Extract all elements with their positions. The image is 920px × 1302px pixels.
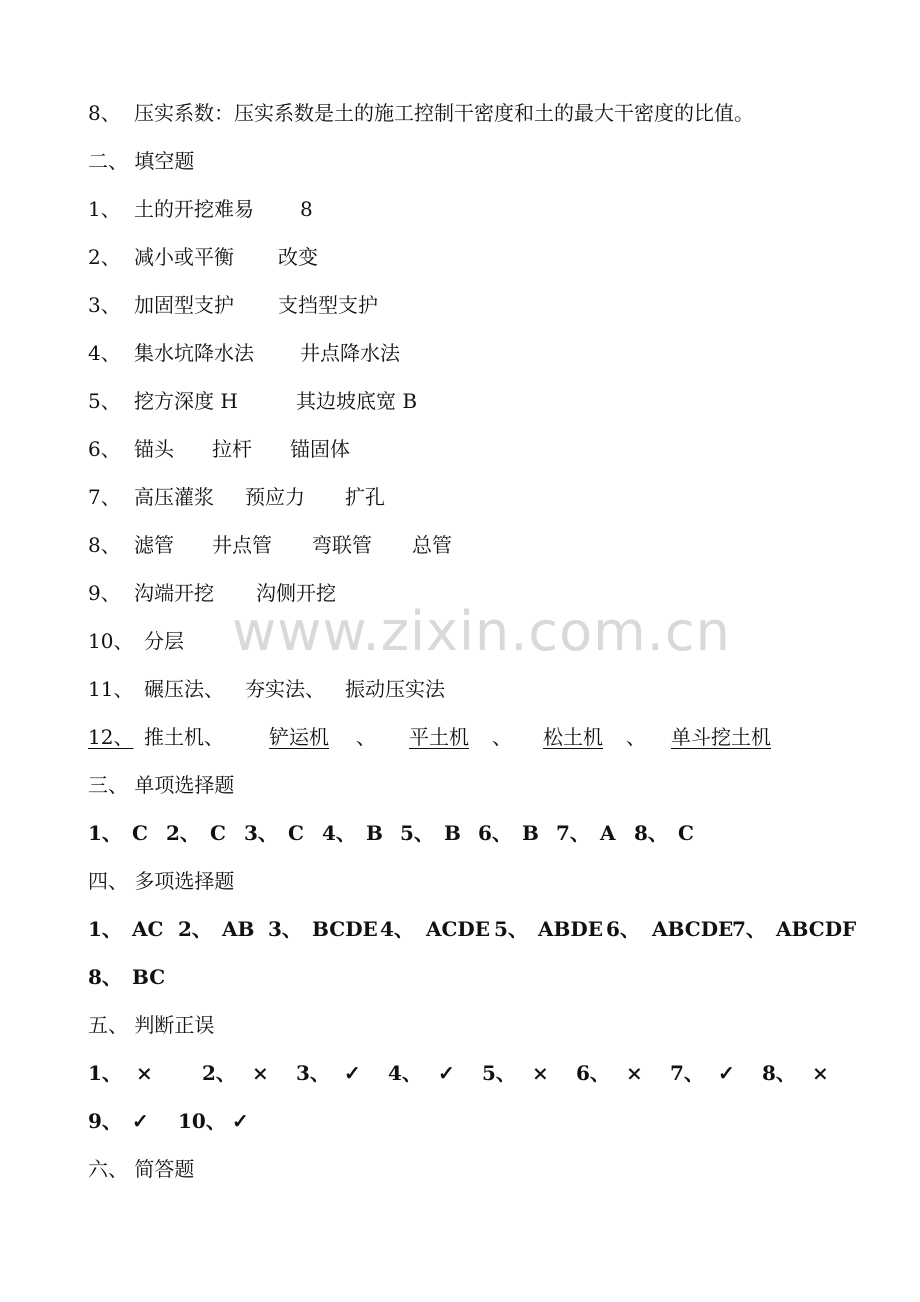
item-number: 2、	[88, 245, 121, 269]
answer-mark: ✓	[718, 1061, 735, 1085]
answer-number: 4、	[388, 1061, 422, 1085]
answer-value: BC	[132, 965, 166, 989]
section-6-heading: 六、 简答题	[88, 1157, 195, 1181]
item-number: 4、	[88, 341, 121, 365]
item-number: 9、	[88, 581, 121, 605]
answer-number: 6、	[576, 1061, 610, 1085]
answer-number: 4、	[380, 917, 414, 941]
answer-number: 2、	[178, 917, 212, 941]
answer-value: AC	[132, 917, 164, 941]
answer-value: B	[366, 821, 383, 845]
answer-value: A	[600, 821, 616, 845]
fill-item-5	[88, 386, 424, 416]
answer-number: 8、	[634, 821, 668, 845]
separator-1: 、	[356, 725, 376, 749]
answer-b: 拉杆	[212, 437, 252, 461]
answer-c: 锚固体	[290, 437, 350, 461]
answer-number: 5、	[482, 1061, 516, 1085]
fill-item-3	[88, 290, 390, 320]
answer-value: AB	[222, 917, 255, 941]
answer-mark: ×	[252, 1061, 269, 1085]
answer-number: 5、	[400, 821, 434, 845]
section-3-heading: 三、 单项选择题	[88, 773, 235, 797]
item-number-text: 12、	[88, 725, 134, 749]
answer-a: 沟端开挖	[134, 581, 214, 605]
answer-number: 8、	[88, 965, 122, 989]
answer-b: 其边坡底宽 B	[296, 389, 418, 413]
answer-value: C	[210, 821, 226, 845]
answer-value: ABCDF	[776, 917, 857, 941]
answer-b: 预应力	[245, 485, 305, 509]
item-number	[88, 722, 224, 752]
fill-item-1	[88, 194, 312, 224]
fill-item-10	[88, 626, 189, 656]
answer-e: 单斗挖土机	[671, 725, 771, 749]
answer-number: 5、	[494, 917, 528, 941]
answer-value: ACDE	[426, 917, 491, 941]
answer-b: 沟侧开挖	[256, 581, 336, 605]
fill-item-8	[88, 530, 457, 560]
answer-a: 挖方深度 H	[134, 389, 238, 413]
answer-number: 1、	[88, 917, 122, 941]
answer-a: 滤管	[134, 533, 174, 557]
definition-text: 压实系数：压实系数是土的施工控制干密度和土的最大干密度的比值。	[134, 101, 754, 125]
answer-a: 减小或平衡	[134, 245, 234, 269]
answer-d: 松土机	[543, 725, 603, 749]
answer-value: BCDE	[312, 917, 378, 941]
item-number: 11、	[88, 677, 134, 701]
answer-c: 平土机	[409, 725, 469, 749]
answer-value: C	[132, 821, 148, 845]
definition-number: 8、	[88, 101, 121, 125]
answer-number: 4、	[322, 821, 356, 845]
answer-mark: ✓	[438, 1061, 455, 1085]
answer-value: ABDE	[538, 917, 604, 941]
item-number: 10、	[88, 629, 134, 653]
answer-b: 支挡型支护	[278, 293, 378, 317]
item-number: 1、	[88, 197, 121, 221]
answer-b: 井点管	[212, 533, 272, 557]
answer-value: C	[678, 821, 694, 845]
answer-number: 2、	[202, 1061, 236, 1085]
answer-number: 7、	[556, 821, 590, 845]
answer-mark: ×	[812, 1061, 829, 1085]
section-4-heading: 四、 多项选择题	[88, 869, 235, 893]
answer-b: 改变	[278, 245, 318, 269]
answer-number: 3、	[296, 1061, 330, 1085]
answer-value: ABCDE	[652, 917, 734, 941]
answer-a: 集水坑降水法	[134, 341, 254, 365]
section-5-heading: 五、 判断正误	[88, 1013, 215, 1037]
answer-mark: ×	[136, 1061, 153, 1085]
item-number: 8、	[88, 533, 121, 557]
answer-number: 7、	[670, 1061, 704, 1085]
fill-item-2	[88, 242, 323, 272]
item-number: 6、	[88, 437, 121, 461]
answer-number: 8、	[762, 1061, 796, 1085]
watermark: www.zixin.com.cn	[232, 600, 731, 663]
answer-d: 总管	[412, 533, 452, 557]
answer-number: 6、	[478, 821, 512, 845]
answer-a: 高压灌浆	[134, 485, 214, 509]
answer-b: 夯实法、	[245, 677, 325, 701]
item-number: 3、	[88, 293, 121, 317]
answer-c: 扩孔	[345, 485, 385, 509]
answer-number: 10、	[178, 1109, 226, 1133]
separator-2: 、	[492, 725, 512, 749]
answer-number: 6、	[606, 917, 640, 941]
answer-b: 铲运机	[269, 725, 329, 749]
answer-a: 分层	[144, 629, 184, 653]
answer-mark: ✓	[344, 1061, 361, 1085]
answer-mark: ×	[532, 1061, 549, 1085]
answer-value: C	[288, 821, 304, 845]
answer-c: 振动压实法	[345, 677, 445, 701]
fill-item-6	[88, 434, 357, 464]
answer-mark: ✓	[232, 1109, 249, 1133]
answer-number: 3、	[244, 821, 278, 845]
answer-b: 井点降水法	[300, 341, 400, 365]
answer-a: 碾压法、	[144, 677, 224, 701]
answer-number: 1、	[88, 821, 122, 845]
answer-number: 7、	[732, 917, 766, 941]
fill-item-4	[88, 338, 412, 368]
answer-a: 加固型支护	[134, 293, 234, 317]
fill-item-11	[88, 674, 457, 704]
answer-value: B	[522, 821, 539, 845]
answer-number: 9、	[88, 1109, 122, 1133]
fill-item-7	[88, 482, 390, 512]
item-number: 5、	[88, 389, 121, 413]
answer-a: 锚头	[134, 437, 174, 461]
answer-mark: ×	[626, 1061, 643, 1085]
answer-number: 1、	[88, 1061, 122, 1085]
answer-number: 2、	[166, 821, 200, 845]
answer-a: 推土机、	[144, 725, 224, 749]
answer-mark: ✓	[132, 1109, 149, 1133]
item-number: 7、	[88, 485, 121, 509]
separator-3: 、	[626, 725, 646, 749]
answer-value: B	[444, 821, 461, 845]
answer-a: 土的开挖难易	[134, 197, 254, 221]
answer-number: 3、	[268, 917, 302, 941]
section-2-heading: 二、 填空题	[88, 149, 195, 173]
answer-c: 弯联管	[312, 533, 372, 557]
answer-b: 8	[300, 197, 313, 221]
fill-item-12	[88, 722, 788, 752]
